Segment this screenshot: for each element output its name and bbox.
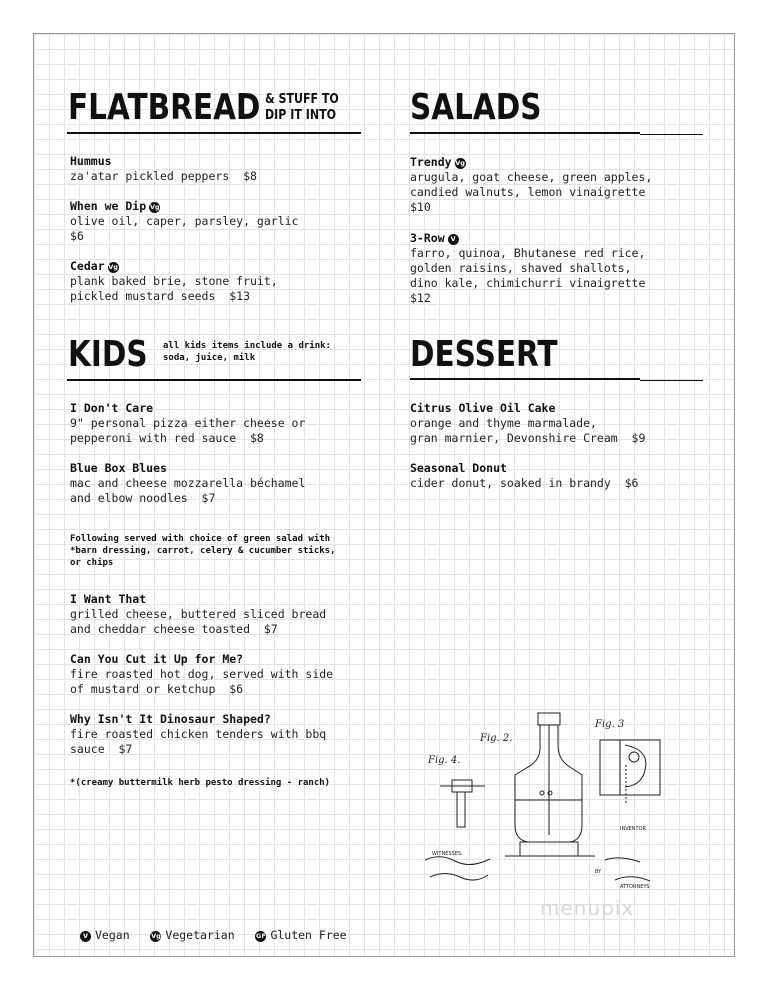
item-name: Blue Box Blues — [70, 461, 167, 475]
vegetarian-badge: Vg — [149, 203, 160, 211]
item-desc: farro, quinoa, Bhutanese red rice, golden raisins, shaved shallots, dino kale, chimichurri vinaigrette $12 — [410, 246, 646, 305]
kids-rule — [67, 379, 361, 381]
item-name: I Don't Care — [70, 401, 154, 415]
flatbread-subtitle-1: & STUFF TO — [265, 92, 339, 107]
item-desc: za'atar pickled peppers $8 — [70, 169, 257, 183]
item-name: Cedar — [70, 259, 105, 273]
item-name: Citrus Olive Oil Cake — [410, 401, 556, 415]
item-desc: arugula, goat cheese, green apples, candied walnuts, lemon vinaigrette $10 — [410, 170, 653, 214]
item-desc: olive oil, caper, parsley, garlic $6 — [70, 214, 299, 243]
vegan-legend-label: Vegan — [95, 928, 130, 942]
flatbread-item — [70, 259, 278, 304]
gluten-free-legend-label: Gluten Free — [270, 928, 347, 942]
legend — [80, 928, 347, 942]
item-name: I Want That — [70, 592, 147, 606]
vegetarian-badge: Vg — [455, 159, 465, 167]
attorneys-label: ATTORNEYS — [620, 884, 650, 890]
salads-rule — [410, 132, 640, 134]
item-name: Hummus — [70, 154, 112, 168]
flatbread-rule — [67, 132, 361, 134]
kids-item — [70, 712, 326, 757]
vegetarian-legend-label: Vegetarian — [165, 928, 235, 942]
kids-drink-note: all kids items include a drink: soda, juice, milk — [163, 341, 331, 363]
fig4-label: Fig. 4. — [428, 755, 461, 766]
item-desc: fire roasted chicken tenders with bbq sauce $7 — [70, 727, 327, 756]
witnesses-label: WITNESSES: — [432, 851, 463, 857]
kids-item — [70, 592, 326, 637]
vegetarian-badge: Vg — [108, 263, 118, 271]
item-name: Seasonal Donut — [410, 461, 507, 475]
item-desc: orange and thyme marmalade, gran marnier, Devonshire Cream $9 — [410, 416, 646, 445]
item-name: Trendy — [410, 155, 452, 169]
dessert-item — [410, 401, 645, 446]
by-label: BY — [595, 869, 602, 875]
fig2-label: Fig. 2. — [480, 733, 513, 744]
item-name: Why Isn't It Dinosaur Shaped? — [70, 712, 271, 726]
flatbread-subtitle-2: DIP IT INTO — [265, 108, 337, 123]
item-name: When we Dip — [70, 199, 147, 213]
inventor-label: INVENTOR — [620, 826, 646, 832]
vegan-badge: V — [448, 234, 459, 245]
served-with-note: Following served with choice of green salad with *barn dressing, carrot, celery & cucumber sticks, or chips — [70, 534, 336, 568]
item-desc: mac and cheese mozzarella béchamel and elbow noodles $7 — [70, 476, 306, 505]
flatbread-item — [70, 199, 298, 244]
item-name: 3-Row — [410, 231, 445, 245]
item-desc: grilled cheese, buttered sliced bread and cheddar cheese toasted $7 — [70, 607, 327, 636]
salads-heading: SALADS — [410, 87, 542, 128]
item-desc: plank baked brie, stone fruit, pickled mustard seeds $13 — [70, 274, 278, 303]
item-desc: fire roasted hot dog, served with side of mustard or ketchup $6 — [70, 667, 334, 696]
dessert-rule — [410, 378, 640, 380]
fig3-label: Fig. 3 — [595, 719, 625, 730]
salads-rule-tail — [640, 134, 703, 135]
item-desc: 9" personal pizza either cheese or pepperoni with red sauce $8 — [70, 416, 306, 445]
dessert-heading: DESSERT — [410, 334, 558, 375]
dessert-item — [410, 461, 638, 491]
dessert-rule-tail — [640, 380, 703, 381]
dressing-footnote: *(creamy buttermilk herb pesto dressing - ranch) — [70, 778, 331, 788]
watermark: menupix — [540, 896, 635, 920]
salad-item — [410, 155, 652, 215]
kids-item — [70, 401, 305, 446]
item-desc: cider donut, soaked in brandy $6 — [410, 476, 639, 490]
patent-illustration — [410, 705, 700, 920]
flatbread-item — [70, 154, 257, 184]
salad-item — [410, 231, 645, 306]
kids-heading: KIDS — [68, 334, 148, 375]
kids-item — [70, 461, 305, 506]
vegetarian-legend-icon: Vg — [151, 932, 161, 940]
item-name: Can You Cut it Up for Me? — [70, 652, 244, 666]
flatbread-heading: FLATBREAD — [68, 87, 261, 128]
gluten-free-legend-icon: GF — [256, 932, 266, 940]
vegan-legend-icon: V — [80, 931, 91, 942]
kids-item — [70, 652, 333, 697]
bottle-cap-shape — [538, 713, 560, 725]
